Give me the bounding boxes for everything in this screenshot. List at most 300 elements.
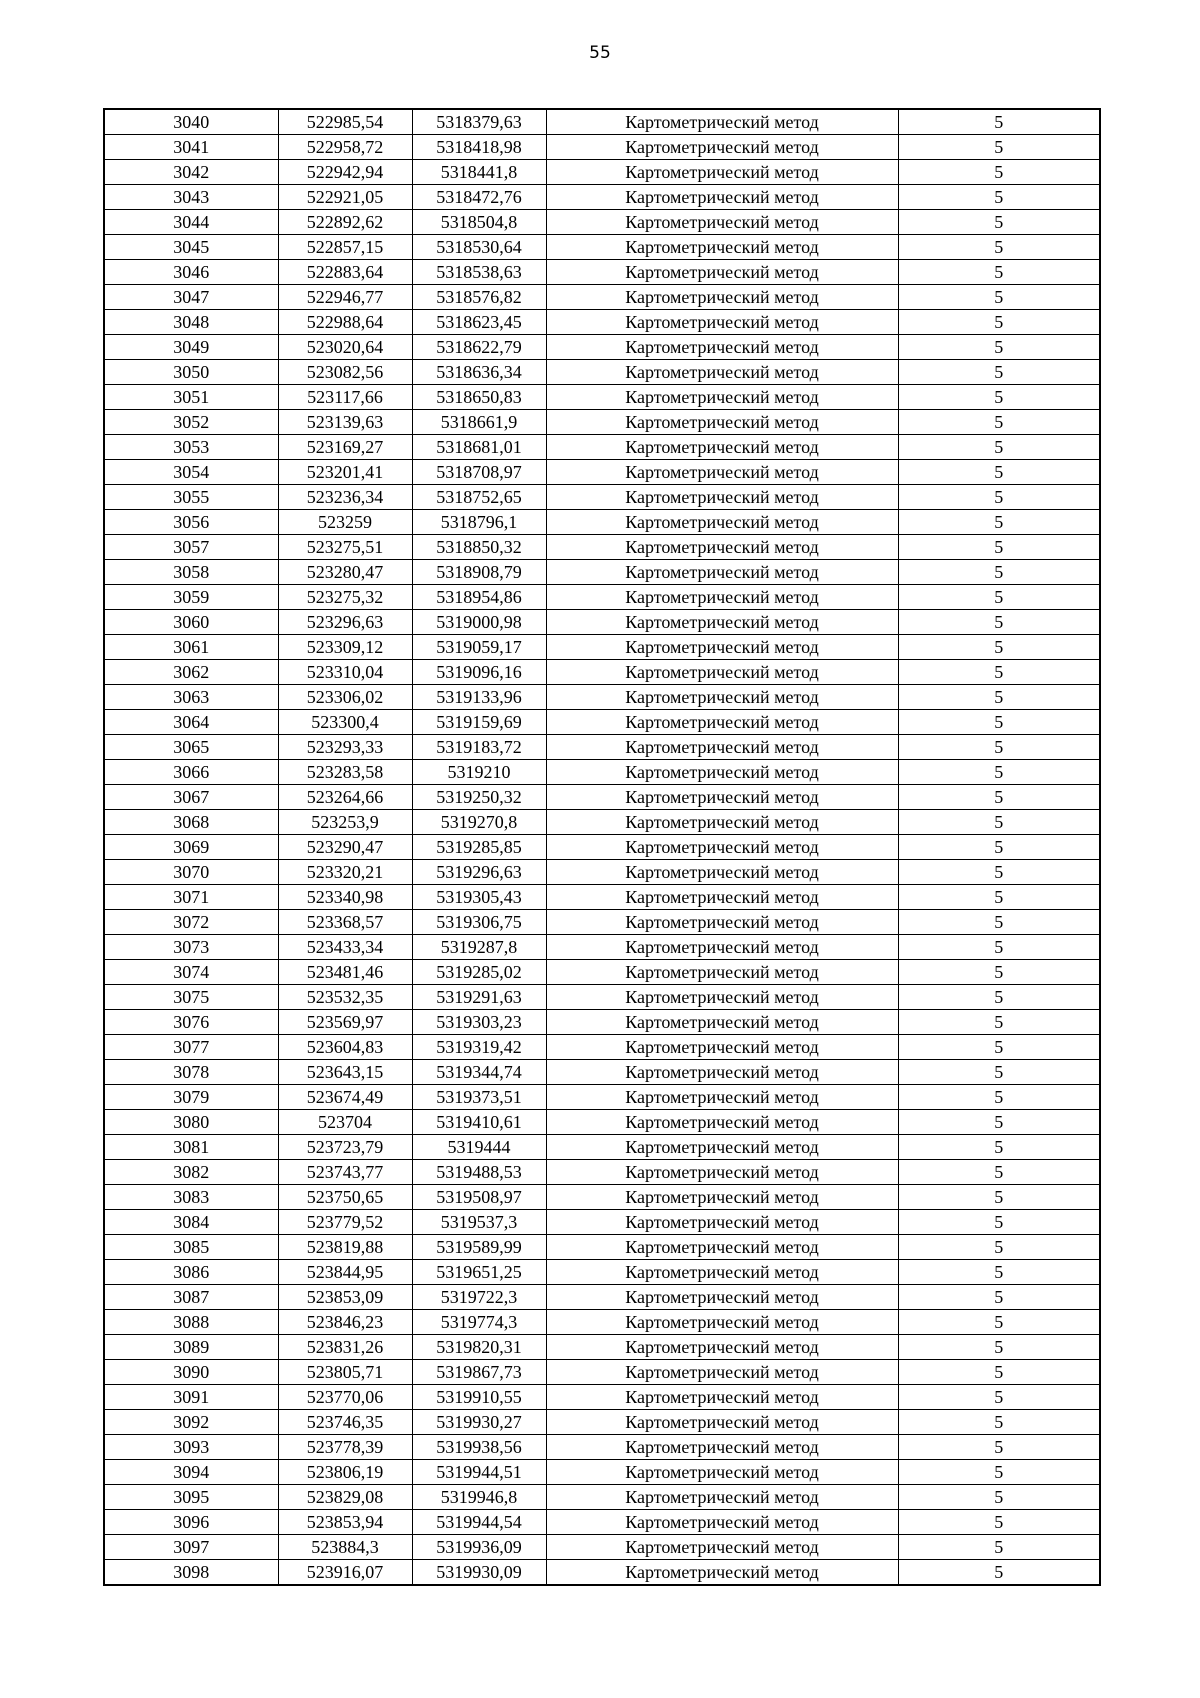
point-number-cell: 3041 <box>104 135 278 160</box>
accuracy-cell: 5 <box>898 1385 1100 1410</box>
table-row <box>104 1435 1100 1460</box>
method-cell: Картометрический метод <box>546 635 898 660</box>
point-number-cell: 3057 <box>104 535 278 560</box>
accuracy-cell: 5 <box>898 1135 1100 1160</box>
y-coordinate-cell: 5319373,51 <box>412 1085 546 1110</box>
x-coordinate-cell: 522883,64 <box>278 260 412 285</box>
point-number-cell: 3084 <box>104 1210 278 1235</box>
table-row <box>104 1035 1100 1060</box>
y-coordinate-cell: 5319250,32 <box>412 785 546 810</box>
point-number-cell: 3090 <box>104 1360 278 1385</box>
table-row <box>104 485 1100 510</box>
table-row <box>104 660 1100 685</box>
method-cell: Картометрический метод <box>546 1410 898 1435</box>
x-coordinate-cell: 523704 <box>278 1110 412 1135</box>
point-number-cell: 3051 <box>104 385 278 410</box>
point-number-cell: 3064 <box>104 710 278 735</box>
accuracy-cell: 5 <box>898 235 1100 260</box>
y-coordinate-cell: 5319537,3 <box>412 1210 546 1235</box>
table-row <box>104 335 1100 360</box>
y-coordinate-cell: 5318752,65 <box>412 485 546 510</box>
method-cell: Картометрический метод <box>546 485 898 510</box>
accuracy-cell: 5 <box>898 1335 1100 1360</box>
table-row <box>104 460 1100 485</box>
x-coordinate-cell: 523643,15 <box>278 1060 412 1085</box>
accuracy-cell: 5 <box>898 660 1100 685</box>
x-coordinate-cell: 523819,88 <box>278 1235 412 1260</box>
table-row <box>104 1360 1100 1385</box>
x-coordinate-cell: 523853,94 <box>278 1510 412 1535</box>
point-number-cell: 3092 <box>104 1410 278 1435</box>
y-coordinate-cell: 5319096,16 <box>412 660 546 685</box>
method-cell: Картометрический метод <box>546 1210 898 1235</box>
accuracy-cell: 5 <box>898 1410 1100 1435</box>
y-coordinate-cell: 5319285,02 <box>412 960 546 985</box>
table-row <box>104 1560 1100 1586</box>
method-cell: Картометрический метод <box>546 335 898 360</box>
point-number-cell: 3071 <box>104 885 278 910</box>
table-row <box>104 960 1100 985</box>
point-number-cell: 3059 <box>104 585 278 610</box>
method-cell: Картометрический метод <box>546 1510 898 1535</box>
table-row <box>104 1485 1100 1510</box>
y-coordinate-cell: 5318441,8 <box>412 160 546 185</box>
y-coordinate-cell: 5318504,8 <box>412 210 546 235</box>
point-number-cell: 3049 <box>104 335 278 360</box>
accuracy-cell: 5 <box>898 1435 1100 1460</box>
accuracy-cell: 5 <box>898 1085 1100 1110</box>
accuracy-cell: 5 <box>898 109 1100 135</box>
accuracy-cell: 5 <box>898 1360 1100 1385</box>
y-coordinate-cell: 5319287,8 <box>412 935 546 960</box>
table-row <box>104 1235 1100 1260</box>
method-cell: Картометрический метод <box>546 360 898 385</box>
x-coordinate-cell: 523604,83 <box>278 1035 412 1060</box>
y-coordinate-cell: 5319722,3 <box>412 1285 546 1310</box>
accuracy-cell: 5 <box>898 135 1100 160</box>
table-row <box>104 985 1100 1010</box>
table-row <box>104 1310 1100 1335</box>
method-cell: Картометрический метод <box>546 109 898 135</box>
accuracy-cell: 5 <box>898 410 1100 435</box>
point-number-cell: 3065 <box>104 735 278 760</box>
point-number-cell: 3087 <box>104 1285 278 1310</box>
method-cell: Картометрический метод <box>546 935 898 960</box>
point-number-cell: 3061 <box>104 635 278 660</box>
table-row <box>104 385 1100 410</box>
point-number-cell: 3047 <box>104 285 278 310</box>
table-row <box>104 585 1100 610</box>
method-cell: Картометрический метод <box>546 185 898 210</box>
y-coordinate-cell: 5319291,63 <box>412 985 546 1010</box>
point-number-cell: 3046 <box>104 260 278 285</box>
accuracy-cell: 5 <box>898 1110 1100 1135</box>
y-coordinate-cell: 5319820,31 <box>412 1335 546 1360</box>
table-row <box>104 935 1100 960</box>
method-cell: Картометрический метод <box>546 510 898 535</box>
y-coordinate-cell: 5319946,8 <box>412 1485 546 1510</box>
table-row <box>104 1210 1100 1235</box>
accuracy-cell: 5 <box>898 1285 1100 1310</box>
accuracy-cell: 5 <box>898 1460 1100 1485</box>
x-coordinate-cell: 523916,07 <box>278 1560 412 1586</box>
point-number-cell: 3067 <box>104 785 278 810</box>
table-row <box>104 1535 1100 1560</box>
y-coordinate-cell: 5319410,61 <box>412 1110 546 1135</box>
table-row <box>104 1285 1100 1310</box>
y-coordinate-cell: 5319930,27 <box>412 1410 546 1435</box>
method-cell: Картометрический метод <box>546 1160 898 1185</box>
y-coordinate-cell: 5319930,09 <box>412 1560 546 1586</box>
point-number-cell: 3072 <box>104 910 278 935</box>
table-row <box>104 1385 1100 1410</box>
table-row <box>104 1060 1100 1085</box>
accuracy-cell: 5 <box>898 735 1100 760</box>
x-coordinate-cell: 523264,66 <box>278 785 412 810</box>
point-number-cell: 3094 <box>104 1460 278 1485</box>
x-coordinate-cell: 523201,41 <box>278 460 412 485</box>
x-coordinate-cell: 523280,47 <box>278 560 412 585</box>
x-coordinate-cell: 523296,63 <box>278 610 412 635</box>
y-coordinate-cell: 5319270,8 <box>412 810 546 835</box>
method-cell: Картометрический метод <box>546 610 898 635</box>
x-coordinate-cell: 522942,94 <box>278 160 412 185</box>
accuracy-cell: 5 <box>898 285 1100 310</box>
point-number-cell: 3073 <box>104 935 278 960</box>
accuracy-cell: 5 <box>898 760 1100 785</box>
method-cell: Картометрический метод <box>546 385 898 410</box>
point-number-cell: 3078 <box>104 1060 278 1085</box>
method-cell: Картометрический метод <box>546 660 898 685</box>
table-row <box>104 1510 1100 1535</box>
method-cell: Картометрический метод <box>546 1135 898 1160</box>
accuracy-cell: 5 <box>898 260 1100 285</box>
y-coordinate-cell: 5319774,3 <box>412 1310 546 1335</box>
x-coordinate-cell: 523306,02 <box>278 685 412 710</box>
x-coordinate-cell: 523290,47 <box>278 835 412 860</box>
y-coordinate-cell: 5318418,98 <box>412 135 546 160</box>
point-number-cell: 3048 <box>104 310 278 335</box>
accuracy-cell: 5 <box>898 385 1100 410</box>
table-row <box>104 1135 1100 1160</box>
y-coordinate-cell: 5318622,79 <box>412 335 546 360</box>
method-cell: Картометрический метод <box>546 160 898 185</box>
method-cell: Картометрический метод <box>546 410 898 435</box>
accuracy-cell: 5 <box>898 160 1100 185</box>
method-cell: Картометрический метод <box>546 960 898 985</box>
point-number-cell: 3079 <box>104 1085 278 1110</box>
y-coordinate-cell: 5318796,1 <box>412 510 546 535</box>
method-cell: Картометрический метод <box>546 735 898 760</box>
table-row <box>104 1010 1100 1035</box>
x-coordinate-cell: 523743,77 <box>278 1160 412 1185</box>
method-cell: Картометрический метод <box>546 585 898 610</box>
y-coordinate-cell: 5318908,79 <box>412 560 546 585</box>
x-coordinate-cell: 523320,21 <box>278 860 412 885</box>
coordinates-table <box>103 108 1101 1586</box>
x-coordinate-cell: 523368,57 <box>278 910 412 935</box>
y-coordinate-cell: 5319285,85 <box>412 835 546 860</box>
method-cell: Картометрический метод <box>546 710 898 735</box>
point-number-cell: 3096 <box>104 1510 278 1535</box>
table-row <box>104 1260 1100 1285</box>
table-row <box>104 185 1100 210</box>
point-number-cell: 3040 <box>104 109 278 135</box>
y-coordinate-cell: 5319319,42 <box>412 1035 546 1060</box>
method-cell: Картометрический метод <box>546 535 898 560</box>
method-cell: Картометрический метод <box>546 1360 898 1385</box>
table-row <box>104 435 1100 460</box>
y-coordinate-cell: 5319944,54 <box>412 1510 546 1535</box>
point-number-cell: 3056 <box>104 510 278 535</box>
accuracy-cell: 5 <box>898 360 1100 385</box>
table-row <box>104 710 1100 735</box>
page-number: 55 <box>589 43 611 63</box>
accuracy-cell: 5 <box>898 710 1100 735</box>
x-coordinate-cell: 523283,58 <box>278 760 412 785</box>
accuracy-cell: 5 <box>898 460 1100 485</box>
y-coordinate-cell: 5319133,96 <box>412 685 546 710</box>
x-coordinate-cell: 523275,51 <box>278 535 412 560</box>
y-coordinate-cell: 5318636,34 <box>412 360 546 385</box>
accuracy-cell: 5 <box>898 785 1100 810</box>
point-number-cell: 3070 <box>104 860 278 885</box>
accuracy-cell: 5 <box>898 510 1100 535</box>
method-cell: Картометрический метод <box>546 310 898 335</box>
y-coordinate-cell: 5319488,53 <box>412 1160 546 1185</box>
y-coordinate-cell: 5318379,63 <box>412 109 546 135</box>
method-cell: Картометрический метод <box>546 1260 898 1285</box>
x-coordinate-cell: 523746,35 <box>278 1410 412 1435</box>
y-coordinate-cell: 5319651,25 <box>412 1260 546 1285</box>
method-cell: Картометрический метод <box>546 135 898 160</box>
method-cell: Картометрический метод <box>546 1310 898 1335</box>
accuracy-cell: 5 <box>898 585 1100 610</box>
point-number-cell: 3045 <box>104 235 278 260</box>
x-coordinate-cell: 523846,23 <box>278 1310 412 1335</box>
accuracy-cell: 5 <box>898 185 1100 210</box>
table-row <box>104 685 1100 710</box>
point-number-cell: 3076 <box>104 1010 278 1035</box>
accuracy-cell: 5 <box>898 1035 1100 1060</box>
accuracy-cell: 5 <box>898 1310 1100 1335</box>
accuracy-cell: 5 <box>898 985 1100 1010</box>
method-cell: Картометрический метод <box>546 1185 898 1210</box>
point-number-cell: 3055 <box>104 485 278 510</box>
method-cell: Картометрический метод <box>546 1010 898 1035</box>
x-coordinate-cell: 523139,63 <box>278 410 412 435</box>
y-coordinate-cell: 5318623,45 <box>412 310 546 335</box>
table-row <box>104 735 1100 760</box>
table-row <box>104 1460 1100 1485</box>
y-coordinate-cell: 5319867,73 <box>412 1360 546 1385</box>
x-coordinate-cell: 523117,66 <box>278 385 412 410</box>
x-coordinate-cell: 523723,79 <box>278 1135 412 1160</box>
table-row <box>104 860 1100 885</box>
method-cell: Картометрический метод <box>546 1535 898 1560</box>
table-row <box>104 410 1100 435</box>
accuracy-cell: 5 <box>898 635 1100 660</box>
point-number-cell: 3075 <box>104 985 278 1010</box>
table-row <box>104 285 1100 310</box>
x-coordinate-cell: 523481,46 <box>278 960 412 985</box>
table-row <box>104 910 1100 935</box>
table-row <box>104 810 1100 835</box>
x-coordinate-cell: 523806,19 <box>278 1460 412 1485</box>
accuracy-cell: 5 <box>898 1010 1100 1035</box>
table-row <box>104 160 1100 185</box>
method-cell: Картометрический метод <box>546 560 898 585</box>
accuracy-cell: 5 <box>898 685 1100 710</box>
method-cell: Картометрический метод <box>546 860 898 885</box>
x-coordinate-cell: 522892,62 <box>278 210 412 235</box>
y-coordinate-cell: 5319210 <box>412 760 546 785</box>
table-row <box>104 360 1100 385</box>
x-coordinate-cell: 523082,56 <box>278 360 412 385</box>
accuracy-cell: 5 <box>898 1535 1100 1560</box>
point-number-cell: 3063 <box>104 685 278 710</box>
point-number-cell: 3058 <box>104 560 278 585</box>
x-coordinate-cell: 523169,27 <box>278 435 412 460</box>
y-coordinate-cell: 5318661,9 <box>412 410 546 435</box>
x-coordinate-cell: 523300,4 <box>278 710 412 735</box>
y-coordinate-cell: 5319910,55 <box>412 1385 546 1410</box>
point-number-cell: 3054 <box>104 460 278 485</box>
method-cell: Картометрический метод <box>546 810 898 835</box>
table-row <box>104 635 1100 660</box>
accuracy-cell: 5 <box>898 210 1100 235</box>
x-coordinate-cell: 522946,77 <box>278 285 412 310</box>
point-number-cell: 3069 <box>104 835 278 860</box>
x-coordinate-cell: 523340,98 <box>278 885 412 910</box>
accuracy-cell: 5 <box>898 435 1100 460</box>
table-row <box>104 310 1100 335</box>
y-coordinate-cell: 5318850,32 <box>412 535 546 560</box>
accuracy-cell: 5 <box>898 960 1100 985</box>
accuracy-cell: 5 <box>898 535 1100 560</box>
table-row <box>104 260 1100 285</box>
x-coordinate-cell: 522857,15 <box>278 235 412 260</box>
table-row <box>104 610 1100 635</box>
x-coordinate-cell: 522958,72 <box>278 135 412 160</box>
y-coordinate-cell: 5319938,56 <box>412 1435 546 1460</box>
accuracy-cell: 5 <box>898 1260 1100 1285</box>
point-number-cell: 3097 <box>104 1535 278 1560</box>
point-number-cell: 3088 <box>104 1310 278 1335</box>
x-coordinate-cell: 523674,49 <box>278 1085 412 1110</box>
accuracy-cell: 5 <box>898 885 1100 910</box>
point-number-cell: 3042 <box>104 160 278 185</box>
table-row <box>104 1335 1100 1360</box>
x-coordinate-cell: 523293,33 <box>278 735 412 760</box>
table-row <box>104 210 1100 235</box>
y-coordinate-cell: 5319183,72 <box>412 735 546 760</box>
accuracy-cell: 5 <box>898 810 1100 835</box>
method-cell: Картометрический метод <box>546 1285 898 1310</box>
point-number-cell: 3043 <box>104 185 278 210</box>
method-cell: Картометрический метод <box>546 785 898 810</box>
method-cell: Картометрический метод <box>546 285 898 310</box>
y-coordinate-cell: 5318708,97 <box>412 460 546 485</box>
accuracy-cell: 5 <box>898 1485 1100 1510</box>
accuracy-cell: 5 <box>898 485 1100 510</box>
method-cell: Картометрический метод <box>546 435 898 460</box>
x-coordinate-cell: 523844,95 <box>278 1260 412 1285</box>
coordinates-table-body <box>104 109 1100 1585</box>
x-coordinate-cell: 523853,09 <box>278 1285 412 1310</box>
method-cell: Картометрический метод <box>546 910 898 935</box>
table-row <box>104 1410 1100 1435</box>
accuracy-cell: 5 <box>898 1185 1100 1210</box>
point-number-cell: 3074 <box>104 960 278 985</box>
y-coordinate-cell: 5318681,01 <box>412 435 546 460</box>
point-number-cell: 3066 <box>104 760 278 785</box>
y-coordinate-cell: 5319159,69 <box>412 710 546 735</box>
point-number-cell: 3085 <box>104 1235 278 1260</box>
point-number-cell: 3089 <box>104 1335 278 1360</box>
table-row <box>104 109 1100 135</box>
accuracy-cell: 5 <box>898 335 1100 360</box>
accuracy-cell: 5 <box>898 860 1100 885</box>
point-number-cell: 3068 <box>104 810 278 835</box>
y-coordinate-cell: 5319589,99 <box>412 1235 546 1260</box>
y-coordinate-cell: 5318576,82 <box>412 285 546 310</box>
point-number-cell: 3080 <box>104 1110 278 1135</box>
table-row <box>104 560 1100 585</box>
method-cell: Картометрический метод <box>546 835 898 860</box>
point-number-cell: 3060 <box>104 610 278 635</box>
x-coordinate-cell: 523778,39 <box>278 1435 412 1460</box>
point-number-cell: 3050 <box>104 360 278 385</box>
point-number-cell: 3083 <box>104 1185 278 1210</box>
accuracy-cell: 5 <box>898 560 1100 585</box>
table-row <box>104 1160 1100 1185</box>
method-cell: Картометрический метод <box>546 460 898 485</box>
method-cell: Картометрический метод <box>546 260 898 285</box>
y-coordinate-cell: 5319059,17 <box>412 635 546 660</box>
accuracy-cell: 5 <box>898 935 1100 960</box>
method-cell: Картометрический метод <box>546 1385 898 1410</box>
y-coordinate-cell: 5319444 <box>412 1135 546 1160</box>
method-cell: Картометрический метод <box>546 1485 898 1510</box>
table-row <box>104 135 1100 160</box>
method-cell: Картометрический метод <box>546 210 898 235</box>
x-coordinate-cell: 523020,64 <box>278 335 412 360</box>
point-number-cell: 3091 <box>104 1385 278 1410</box>
x-coordinate-cell: 523433,34 <box>278 935 412 960</box>
table-row <box>104 835 1100 860</box>
y-coordinate-cell: 5318538,63 <box>412 260 546 285</box>
x-coordinate-cell: 523236,34 <box>278 485 412 510</box>
table-row <box>104 760 1100 785</box>
accuracy-cell: 5 <box>898 835 1100 860</box>
method-cell: Картометрический метод <box>546 1110 898 1135</box>
x-coordinate-cell: 523569,97 <box>278 1010 412 1035</box>
table-row <box>104 885 1100 910</box>
x-coordinate-cell: 522921,05 <box>278 185 412 210</box>
accuracy-cell: 5 <box>898 1060 1100 1085</box>
x-coordinate-cell: 523805,71 <box>278 1360 412 1385</box>
x-coordinate-cell: 523275,32 <box>278 585 412 610</box>
y-coordinate-cell: 5319944,51 <box>412 1460 546 1485</box>
accuracy-cell: 5 <box>898 1160 1100 1185</box>
x-coordinate-cell: 523259 <box>278 510 412 535</box>
point-number-cell: 3052 <box>104 410 278 435</box>
point-number-cell: 3062 <box>104 660 278 685</box>
x-coordinate-cell: 523750,65 <box>278 1185 412 1210</box>
accuracy-cell: 5 <box>898 1235 1100 1260</box>
method-cell: Картометрический метод <box>546 760 898 785</box>
